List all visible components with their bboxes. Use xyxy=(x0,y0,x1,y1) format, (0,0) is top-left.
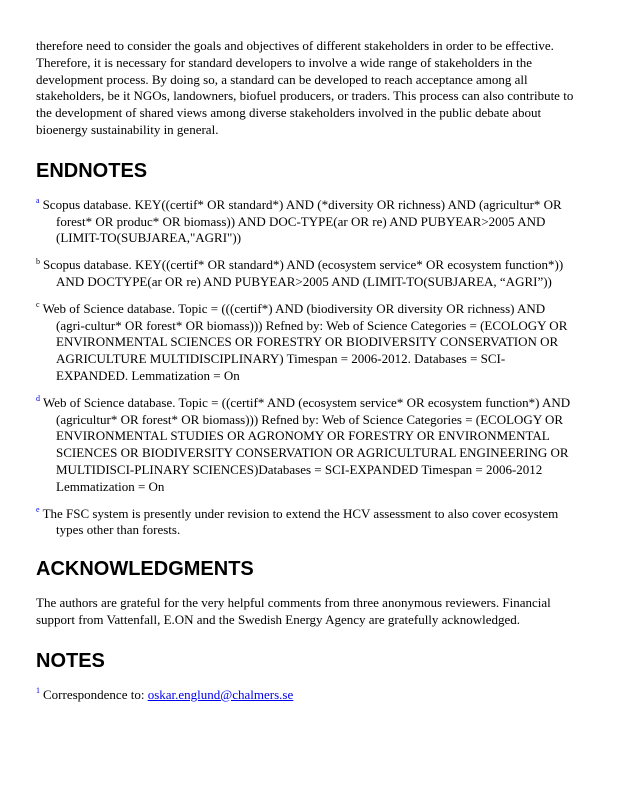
endnote-e-marker[interactable]: e xyxy=(36,505,40,515)
endnote-a-text: Scopus database. KEY((certif* OR standard*) AND (*diversity OR richness) AND (agricultur* OR forest* OR produc* OR biomass)) AND DOC-TYPE(ar OR re) AND PUBYEAR>2005 AND (LIMIT-TO(SUBJAREA,"AGRI")) xyxy=(42,196,562,246)
endnote-c-marker: c xyxy=(36,300,40,310)
note-1 xyxy=(36,687,577,704)
notes-heading: NOTES xyxy=(36,649,105,672)
endnote-c-text: Web of Science database. Topic = (((certif*) AND (biodiversity OR diversity OR richness) AND (agri-cultur* OR forest* OR biomass))) Refned by: Web of Science Categories = (ECOLOGY OR ENVIRONMENTAL SCIENCES OR FORESTRY OR BIODIVERSITY CONSERVATION OR AGRICULTURE MULTIDISCIPLINARY) Timespan = 2006-2012. Databases = SCI-EXPANDED. Lemmatization = On xyxy=(42,300,568,383)
endnote-d-marker[interactable]: d xyxy=(36,394,40,404)
endnotes-list xyxy=(36,197,577,539)
endnote-b xyxy=(36,257,577,291)
endnote-b-marker: b xyxy=(36,256,40,266)
endnote-a-marker[interactable]: a xyxy=(36,196,40,206)
endnote-e xyxy=(36,506,577,540)
intro-paragraph: therefore need to consider the goals and objectives of different stakeholders in order to be effective. Therefore, it is necessary for standard developers to involve a wide range of stakeholders in the development process. By doing so, a standard can be developed to reach acceptance among all stakeholders, be it NGOs, landowners, biofuel producers, or traders. This process can also contribute to the development of shared views among diverse stakeholders involved in the public debate about bioenergy sustainability in general. xyxy=(36,38,574,137)
acknowledgments-text: The authors are grateful for the very helpful comments from three anonymous reviewers. Financial support from Vattenfall, E.ON and the Swedish Energy Agency are gratefully acknowledged. xyxy=(36,595,551,627)
note-1-marker[interactable]: 1 xyxy=(36,686,40,696)
note-1-label: Correspondence to: xyxy=(43,686,145,702)
acknowledgments-heading: ACKNOWLEDGMENTS xyxy=(36,558,254,581)
correspondence-email-link[interactable]: oskar.englund@chalmers.se xyxy=(147,686,294,702)
endnotes-heading: ENDNOTES xyxy=(36,159,148,182)
endnote-a xyxy=(36,197,577,247)
endnote-c xyxy=(36,301,577,385)
endnote-d-text: Web of Science database. Topic = ((certif* AND (ecosystem service* OR ecosystem function*) AND (agricultur* OR forest* OR biomass))) Refned by: Web of Science Categories = (ECOLOGY OR ENVIRONMENTAL STUDIES OR AGRONOMY OR FORESTRY OR ENVIRONMENTAL SCIENCES OR BIODIVERSITY CONSERVATION OR AGRICULTURAL ENGINEERING OR MULTIDISCI-PLINARY SCIENCES)Databases = SCI-EXPANDED Timespan = 2006-2012 Lemmatization = On xyxy=(43,394,571,494)
endnote-e-text: The FSC system is presently under revision to extend the HCV assessment to also cover ecosystem types other than forests. xyxy=(42,505,559,538)
endnote-b-text: Scopus database. KEY((certif* OR standard*) AND (ecosystem service* OR ecosystem function*)) AND DOCTYPE(ar OR re) AND PUBYEAR>2005 AND (LIMIT-TO(SUBJAREA, “AGRI”)) xyxy=(43,257,564,289)
endnote-d xyxy=(36,395,577,496)
